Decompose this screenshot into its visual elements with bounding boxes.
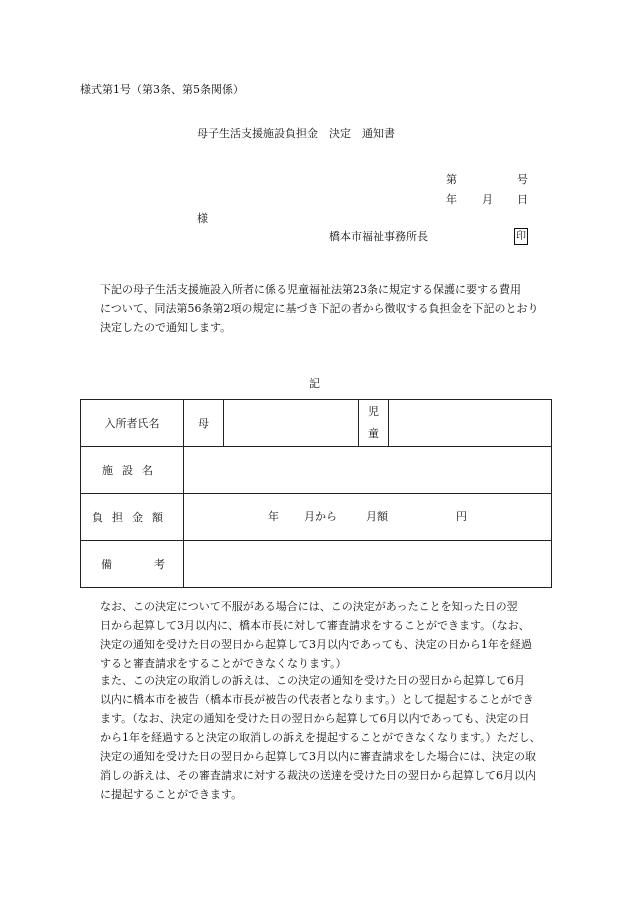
remarks-label-char-1: 備 <box>101 558 112 571</box>
date-month: 月 <box>482 193 493 206</box>
intro-line: 決定したので通知します。 <box>100 321 232 334</box>
notice-line: 決定の通知を受けた日の翌日から起算して3月以内であっても、決定の日から1年を経過 <box>100 638 532 651</box>
intro-paragraph <box>89 280 561 337</box>
facility-name-cell <box>184 447 552 494</box>
remarks-label-char-2: 考 <box>154 558 165 571</box>
child-name-cell <box>389 400 552 447</box>
amount-monthly: 月額 <box>366 510 388 523</box>
notice-line: ます。（なお、決定の通知を受けた日の翌日から起算して6月以内であっても、決定の日 <box>100 712 530 725</box>
notice-table <box>80 399 552 588</box>
mother-label <box>184 400 224 447</box>
amount-year: 年 <box>268 510 279 523</box>
facility-row <box>81 447 552 494</box>
mother-name-cell <box>224 400 359 447</box>
amount-cell <box>184 494 552 541</box>
notice-line: 日から起算して3月以内に、橋本市長に対して審査請求をすることができます。（なお、 <box>100 619 530 632</box>
child-label-char-2: 童 <box>368 427 379 440</box>
remarks-row <box>81 541 552 588</box>
amount-label <box>81 494 184 541</box>
notice-line: すると審査請求をすることができなくなります。） <box>100 657 347 670</box>
notice-line: に提起することができます。 <box>100 788 243 801</box>
amount-month-from: 月から <box>304 510 337 523</box>
issuer-name: 橋本市福祉事務所長 <box>329 230 428 243</box>
document-number-prefix: 第 <box>446 173 457 186</box>
ki-heading: 記 <box>309 377 320 390</box>
child-label-char-1: 児 <box>368 405 379 418</box>
resident-name-label-text: 入所者氏名 <box>104 417 160 430</box>
intro-line: 下記の母子生活支援施設入所者に係る児童福祉法第23条に規定する保護に要する費用 <box>100 283 521 296</box>
document-title: 母子生活支援施設負担金 決定 通知書 <box>197 127 395 140</box>
notice-line: また、この決定の取消しの訴えは、この決定の通知を受けた日の翌日から起算して6月 <box>100 674 525 687</box>
amount-yen: 円 <box>456 510 467 523</box>
child-label <box>359 400 389 447</box>
remarks-cell <box>184 541 552 588</box>
date-day: 日 <box>517 193 528 206</box>
notice-line: なお、この決定について不服がある場合には、この決定があったことを知った日の翌 <box>100 600 518 613</box>
remarks-label <box>81 541 184 588</box>
resident-name-label <box>81 400 184 447</box>
date-year: 年 <box>446 193 457 206</box>
notice-line: 以内に橋本市を被告（橋本市長が被告の代表者となります。）として提起することができ <box>100 693 534 706</box>
document-number-suffix: 号 <box>517 173 528 186</box>
seal-mark <box>514 228 528 245</box>
notice-line: 消しの訴えは、その審査請求に対する裁決の送達を受けた日の翌日から起算して6月以内 <box>100 769 536 782</box>
notice-line: 決定の通知を受けた日の翌日から起算して3月以内に審査請求をした場合には、決定の取 <box>100 750 536 763</box>
resident-row <box>81 400 552 447</box>
form-number: 様式第1号（第3条、第5条関係） <box>80 83 244 96</box>
addressee-honorific: 様 <box>197 212 208 225</box>
intro-line: について、同法第56条第2項の規定に基づき下記の者から徴収する負担金を下記のとおり <box>100 302 539 315</box>
amount-label-text: 負担金額 <box>92 511 172 524</box>
amount-row <box>81 494 552 541</box>
lawsuit-notice-paragraph <box>89 671 561 804</box>
facility-name-label-text: 施設名 <box>102 464 162 477</box>
notice-line: から1年を経過すると決定の取消しの訴えを提起することができなくなります。）ただし、 <box>100 731 541 744</box>
mother-label-text: 母 <box>198 417 209 430</box>
facility-name-label <box>81 447 184 494</box>
seal-label: 印 <box>514 228 528 245</box>
appeal-notice-paragraph <box>89 597 561 673</box>
